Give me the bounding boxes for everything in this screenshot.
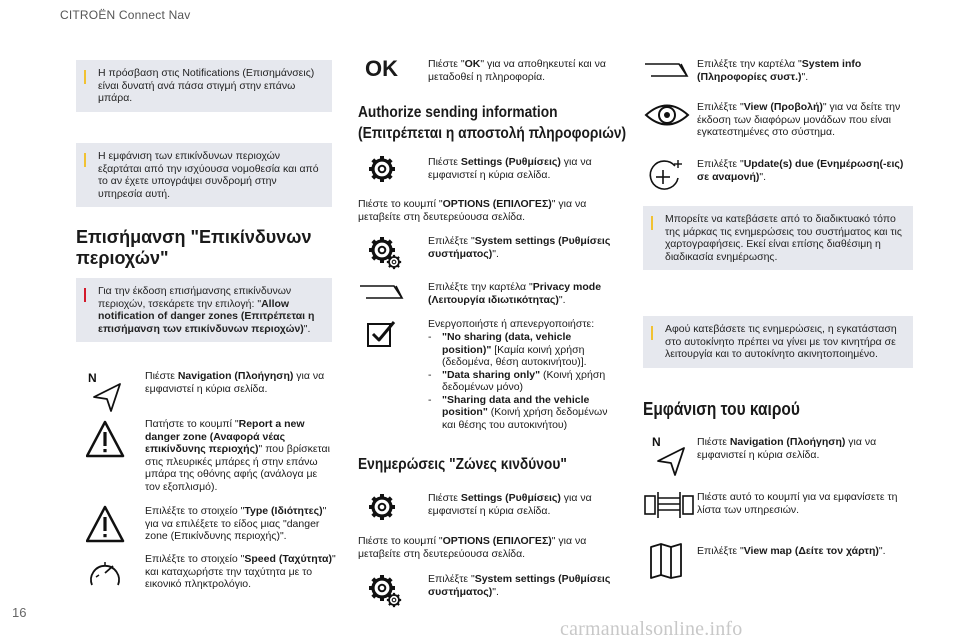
info-marker [84, 153, 86, 167]
speedometer-icon [86, 555, 124, 589]
step-system-settings-updates: Επιλέξτε "System settings (Ρυθμίσεις συστήματος)". [428, 573, 611, 598]
step-system-info: Επιλέξτε την καρτέλα "System info (Πληροφορίες συστ.)". [697, 58, 862, 83]
option-sharing-data-position: - "Sharing data and the vehicle position" (Κοινή χρήση δεδομένων και θέσης του αυτοκινήτου) [428, 393, 608, 431]
step-updates-due: Επιλέξτε "Update(s) due (Ενημέρωση(-εις) σε αναμονή)". [697, 158, 904, 183]
step-view-map: Επιλέξτε "View map (Δείτε τον χάρτη)". [697, 545, 886, 557]
step-privacy-mode: Επιλέξτε την καρτέλα "Privacy mode (Λειτουργία ιδιωτικότητας)". [428, 281, 602, 306]
step-settings: Πιέστε Settings (Ρυθμίσεις) για να εμφανιστεί η κύρια σελίδα. [428, 156, 592, 181]
step-view: Επιλέξτε "View (Προβολή)" για να δείτε την έκδοση των διαφόρων μονάδων που είναι εγκατεστημένες στο σύστημα. [697, 101, 901, 138]
info-text: Μπορείτε να κατεβάσετε από το διαδικτυακό τόπο της μάρκας τις ενημερώσεις του συστήματος και τις χαρτογραφήσεις. Εκεί είναι επίσης διαθέσιμη η διαδικασία ενημέρωσης. [665, 213, 902, 263]
step-ok: Πιέστε "OK" για να αποθηκευτεί και να μεταδοθεί η πληροφορία. [428, 58, 606, 83]
step-settings-updates: Πιέστε Settings (Ρυθμίσεις) για να εμφανιστεί η κύρια σελίδα. [428, 492, 592, 517]
gear-icon [367, 235, 403, 271]
info-box-danger-zones [76, 143, 332, 207]
navigation-icon [86, 370, 130, 414]
warning-icon [86, 420, 126, 460]
gear-icon [367, 573, 403, 609]
gear-icon [367, 154, 397, 184]
info-box-notifications [76, 60, 332, 112]
map-icon [649, 543, 683, 579]
option-data-sharing-only: - "Data sharing only" (Κοινή χρήση δεδομένων μόνο) [428, 368, 606, 393]
eye-icon [644, 100, 690, 130]
gear-icon [367, 492, 397, 522]
step-toggle: Ενεργοποιήστε ή απενεργοποιήστε: [428, 318, 595, 330]
option-list [428, 331, 620, 431]
tab-icon [358, 284, 406, 302]
info-marker [651, 216, 653, 230]
info-box-installation [643, 316, 913, 368]
tab-icon [643, 62, 691, 80]
section-subtitle-authorize: (Επιτρέπεται η αποστολή πληροφοριών) [358, 125, 627, 142]
section-title-danger-zones: Επισήμανση "Επικίνδυνων περιοχών" [76, 227, 312, 268]
info-text: Η εμφάνιση των επικίνδυνων περιοχών εξαρτάται από την ισχύουσα νομοθεσία και από το αν έχετε υπογράψει συνδρομή στην υπηρεσία αυτή. [98, 150, 319, 200]
step-type: Επιλέξτε το στοιχείο "Type (Ιδιότητες)" για να επιλέξετε το είδος μιας "danger zone (Επικίνδυνης περιοχής)". [145, 505, 327, 542]
step-navigation: Πιέστε Navigation (Πλοήγηση) για να εμφανιστεί η κύρια σελίδα. [145, 370, 325, 395]
update-icon [645, 158, 685, 194]
watermark: carmanualsonline.info [560, 618, 743, 640]
warning-box [76, 278, 332, 342]
step-options-updates: Πιέστε το κουμπί "OPTIONS (ΕΠΙΛΟΓΕΣ)" για να μεταβείτε στη δευτερεύουσα σελίδα. [358, 535, 587, 560]
header-title: CITROËN Connect Nav [60, 8, 191, 22]
info-box-download [643, 206, 913, 270]
info-text: Η πρόσβαση στις Notifications (Επισημάνσεις) είναι δυνατή ανά πάσα στιγμή στην επάνω μπάρα. [98, 67, 315, 104]
info-text: Αφού κατεβάσετε τις ενημερώσεις, η εγκατάσταση στο αυτοκίνητο πρέπει να γίνει με τον κινητήρα σε λειτουργία και το αυτοκίνητο ακινητοποιημένο. [665, 323, 897, 360]
step-speed: Επιλέξτε το στοιχείο "Speed (Ταχύτητα)" και καταχωρήστε την ταχύτητα με το εικονικό πληκτρολόγιο. [145, 553, 336, 590]
step-services-list: Πιέστε αυτό το κουμπί για να εμφανίσετε τη λίστα των υπηρεσιών. [697, 491, 898, 516]
section-title-weather: Εμφάνιση του καιρού [643, 399, 800, 419]
option-no-sharing: - "No sharing (data, vehicle position)" [Καμία κοινή χρήση (δεδομένα, θέση αυτοκινήτου)]. [428, 331, 587, 368]
step-system-settings: Επιλέξτε "System settings (Ρυθμίσεις συστήματος)". [428, 235, 611, 260]
step-options: Πιέστε το κουμπί "OPTIONS (ΕΠΙΛΟΓΕΣ)" για να μεταβείτε στη δευτερεύουσα σελίδα. [358, 198, 587, 223]
warning-marker [84, 288, 86, 302]
ok-icon: OK [365, 56, 398, 81]
info-marker [84, 70, 86, 84]
info-marker [651, 326, 653, 340]
step-navigation-weather: Πιέστε Navigation (Πλοήγηση) για να εμφανιστεί η κύρια σελίδα. [697, 436, 877, 461]
warning-text: Για την έκδοση επισήμανσης επικίνδυνων περιοχών, τσεκάρετε την επιλογή: "Allow notification of danger zones (Επιτρέπεται η επισήμανση των επικίνδυνων περιοχών)". [98, 285, 315, 335]
page-number: 16 [12, 605, 27, 620]
checkbox-icon [366, 318, 398, 348]
warning-icon [86, 505, 126, 545]
navigation-icon [650, 434, 694, 478]
section-title-danger-zone-updates: Ενημερώσεις "Ζώνες κινδύνου" [358, 456, 567, 473]
services-icon [644, 490, 694, 520]
step-report-danger-zone: Πατήστε το κουμπί "Report a new danger zone (Αναφορά νέας επικίνδυνης περιοχής)" που βρίσκεται στις πλευρικές μπάρες ή στην επάνω μπάρα της οθόνης αφής (ανάλογα με τον εξοπλισμό). [145, 418, 330, 493]
section-title-authorize: Authorize sending information [358, 104, 558, 121]
